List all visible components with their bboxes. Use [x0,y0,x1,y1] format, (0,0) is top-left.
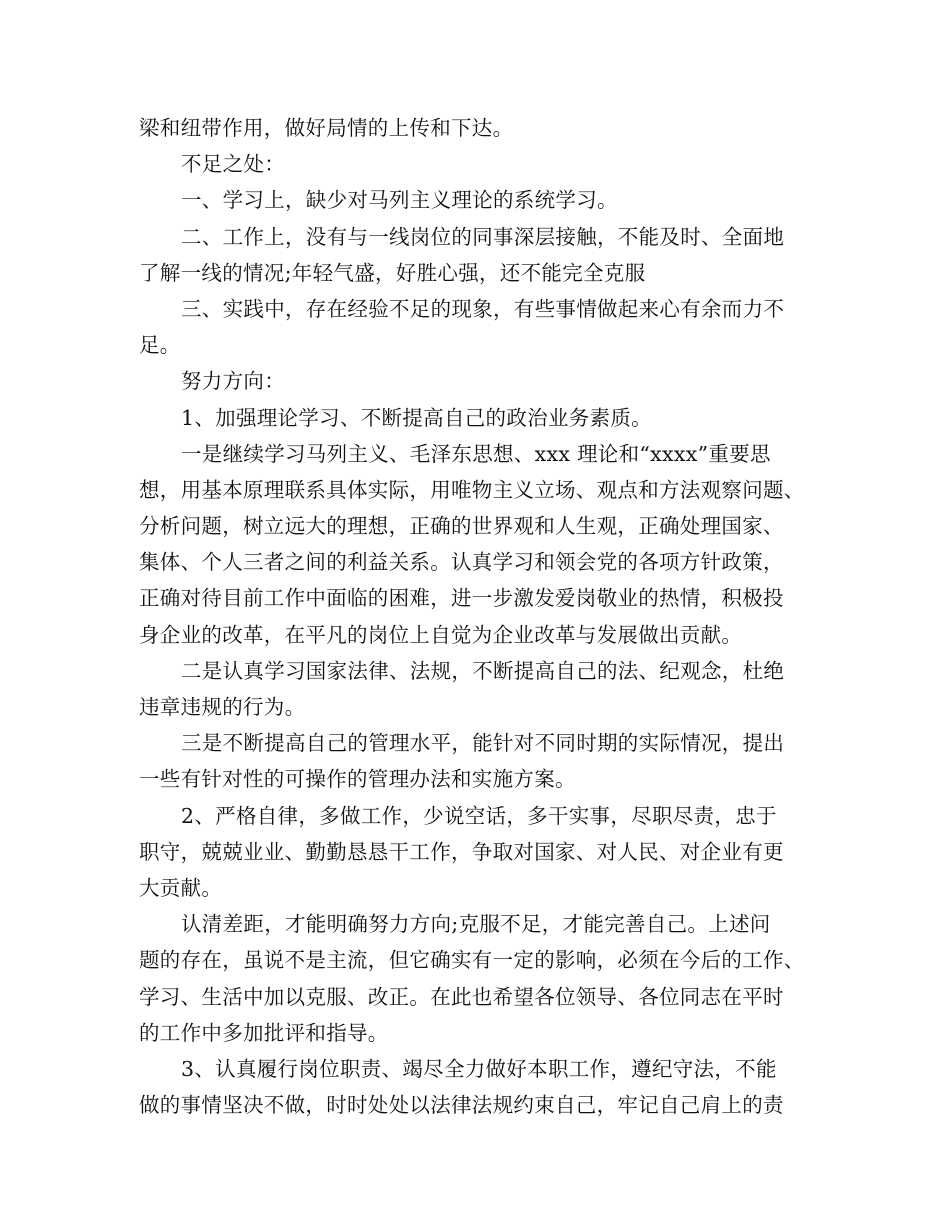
text-line: 一些有针对性的可操作的管理办法和实施方案。 [139,767,576,792]
text-line: 二、工作上，没有与一线岗位的同事深层接触，不能及时、全面地 [181,224,785,249]
text-line: 努力方向： [181,369,285,394]
text-line: 3、认真履行岗位职责、竭尽全力做好本职工作，遵纪守法，不能 [181,1056,777,1081]
text-line: 正确对待目前工作中面临的困难，进一步激发爱岗敬业的热情，积极投 [139,586,784,611]
text-line: 一是继续学习马列主义、毛泽东思想、xxx 理论和“xxxx”重要思 [181,441,771,466]
text-line: 分析问题，树立远大的理想，正确的世界观和人生观，正确处理国家、 [139,514,784,539]
document-body [139,110,819,1123]
text-line: 学习、生活中加以克服、改正。在此也希望各位领导、各位同志在平时 [139,984,784,1009]
text-line: 一、学习上，缺少对马列主义理论的系统学习。 [181,188,618,213]
text-line: 题的存在，虽说不是主流，但它确实有一定的影响，必须在今后的工作、 [139,948,805,973]
text-line: 1、加强理论学习、不断提高自己的政治业务素质。 [181,405,652,430]
text-line: 的工作中多加批评和指导。 [139,1020,389,1045]
text-line: 不足之处： [181,152,285,177]
text-line: 违章违规的行为。 [139,695,306,719]
text-line: 三是不断提高自己的管理水平，能针对不同时期的实际情况，提出 [181,731,785,756]
text-line: 做的事情坚决不做，时时处处以法律法规约束自己，牢记自己肩上的责 [139,1093,784,1118]
text-line: 二是认真学习国家法律、法规，不断提高自己的法、纪观念，杜绝 [181,658,785,683]
text-line: 了解一线的情况;年轻气盛，好胜心强，还不能完全克服 [139,260,646,285]
text-line: 梁和纽带作用，做好局情的上传和下达。 [139,116,514,140]
text-line: 身企业的改革，在平凡的岗位上自觉为企业改革与发展做出贡献。 [139,622,743,647]
text-line: 大贡献。 [139,875,223,900]
text-line: 想，用基本原理联系具体实际，用唯物主义立场、观点和方法观察问题、 [139,477,805,502]
text-line: 三、实践中，存在经验不足的现象，有些事情做起来心有余而力不 [181,296,785,321]
text-line: 2、严格自律，多做工作，少说空话，多干实事，尽职尽责，忠于 [181,803,777,828]
text-line: 职守，兢兢业业、勤勤恳恳干工作，争取对国家、对人民、对企业有更 [139,839,784,864]
text-line: 集体、个人三者之间的利益关系。认真学习和领会党的各项方针政策， [139,550,784,575]
text-line: 认清差距，才能明确努力方向;克服不足，才能完善自己。上述问 [181,912,771,937]
text-line: 足。 [139,333,181,358]
